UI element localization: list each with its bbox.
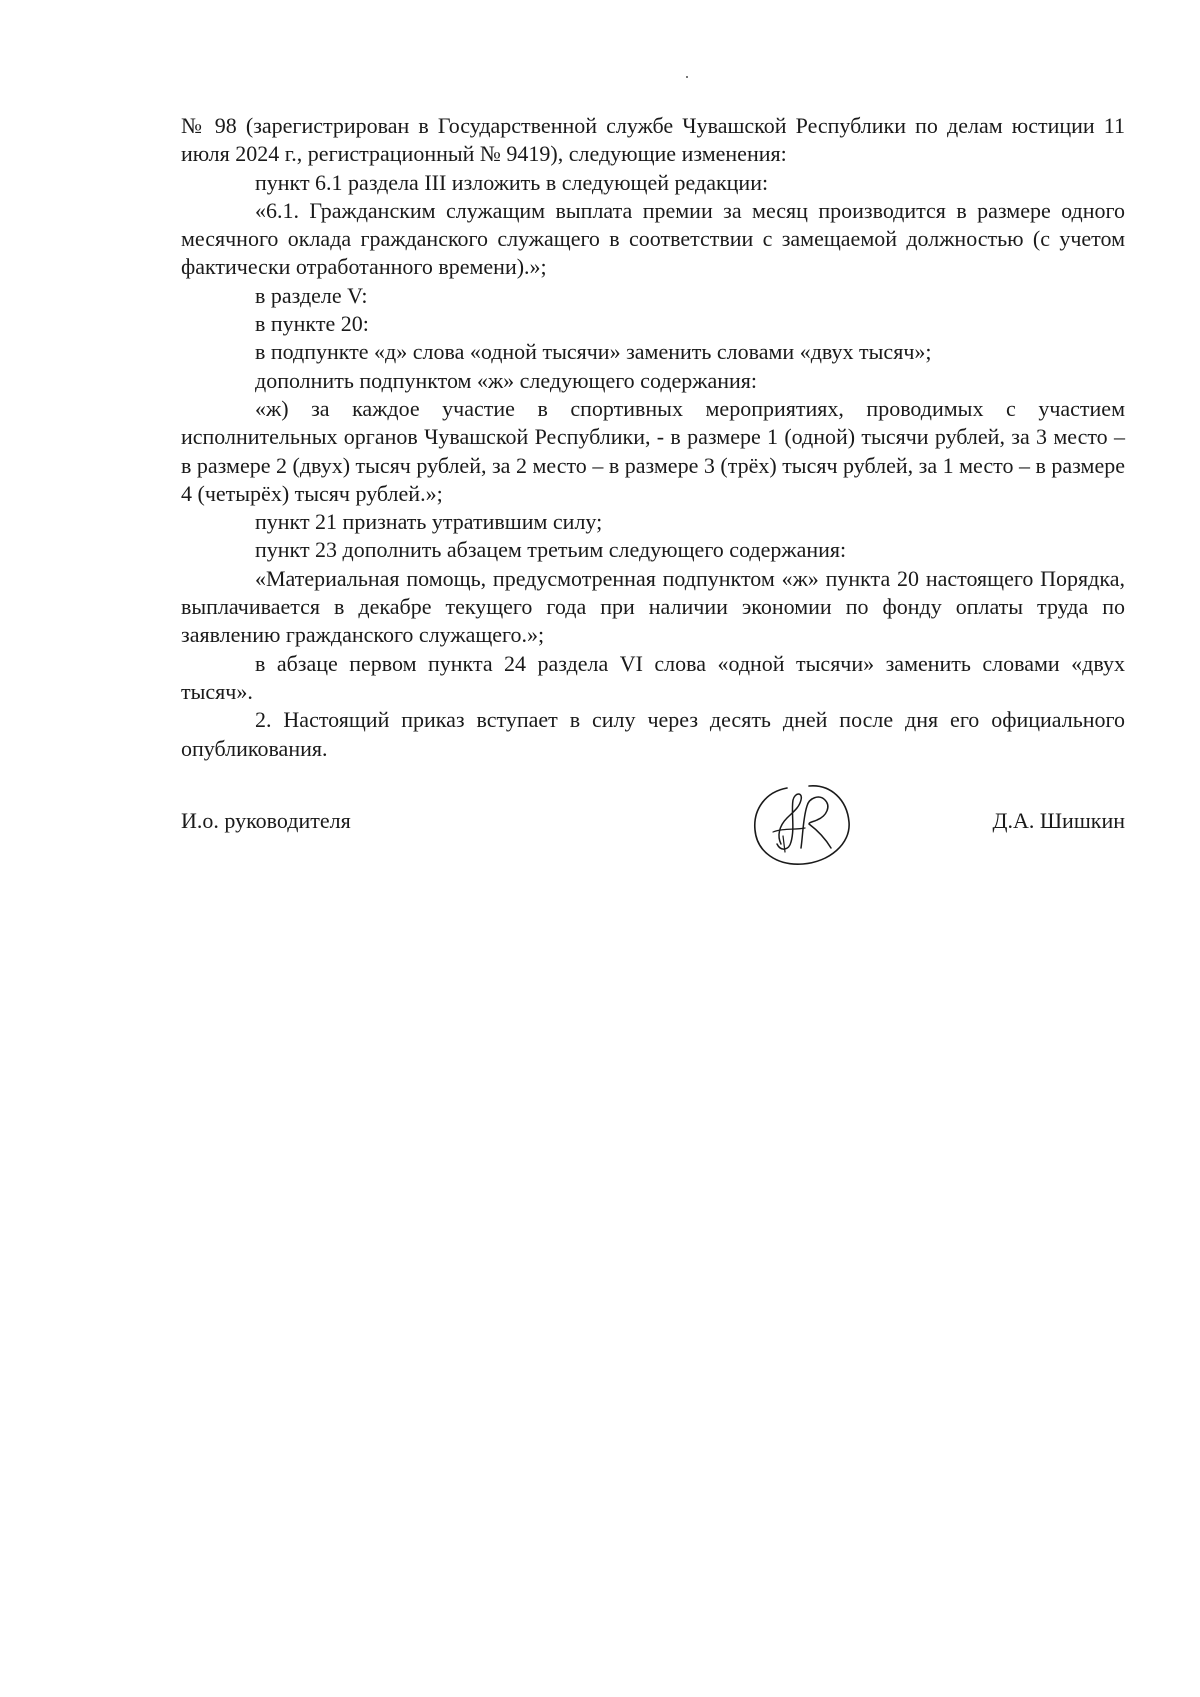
paragraph-add-subitem-zh: дополнить подпунктом «ж» следующего содержания: bbox=[255, 367, 758, 393]
paragraph-item-6-1-text: «6.1. Гражданским служащим выплата премии за месяц производится в размере одного месячного оклада гражданского служащего в соответствии с замещаемой должностью (с учетом фактически отработанного времени).»; bbox=[181, 197, 1125, 280]
paragraph-item-21: пункт 21 признать утратившим силу; bbox=[255, 509, 603, 535]
paragraph-section-v: в разделе V: bbox=[255, 282, 368, 308]
document-body bbox=[181, 112, 1125, 763]
signature-block bbox=[181, 808, 1125, 868]
paragraph-item-23: пункт 23 дополнить абзацем третьим следующего содержания: bbox=[255, 537, 847, 563]
paragraph-item-24: в абзаце первом пункта 24 раздела VI слова «одной тысячи» заменить словами «двух тысяч». bbox=[181, 650, 1125, 704]
paragraph-intro: № 98 (зарегистрирован в Государственной службе Чувашской Республики по делам юстиции 11 июля 2024 г., регистрационный № 9419), следующие изменения: bbox=[181, 113, 1125, 167]
paragraph-item-6-1-heading: пункт 6.1 раздела III изложить в следующей редакции: bbox=[255, 169, 769, 195]
signatory-name: Д.А. Шишкин bbox=[992, 808, 1125, 833]
signatory-title: И.о. руководителя bbox=[181, 808, 351, 833]
paragraph-item-23-text: «Материальная помощь, предусмотренная подпунктом «ж» пункта 20 настоящего Порядка, выплачивается в декабре текущего года при наличии экономии по фонду оплаты труда по заявлению гражданского служащего.»; bbox=[181, 565, 1125, 648]
paragraph-subitem-d: в подпункте «д» слова «одной тысячи» заменить словами «двух тысяч»; bbox=[255, 339, 932, 365]
paragraph-item-20: в пункте 20: bbox=[255, 311, 369, 337]
scan-speck bbox=[686, 76, 688, 78]
paragraph-subitem-zh-text: «ж) за каждое участие в спортивных мероприятиях, проводимых с участием исполнительных органов Чувашской Республики, - в размере 1 (одной) тысячи рублей, за 3 место – в размере 2 (двух) тысяч рублей, за 2 место – в размере 3 (трёх) тысяч рублей, за 1 место – в размере 4 (четырёх) тысяч рублей.»; bbox=[181, 395, 1125, 506]
paragraph-effective-date: 2. Настоящий приказ вступает в силу через десять дней после дня его официального опубликования. bbox=[181, 707, 1125, 761]
handwritten-signature bbox=[747, 778, 857, 870]
